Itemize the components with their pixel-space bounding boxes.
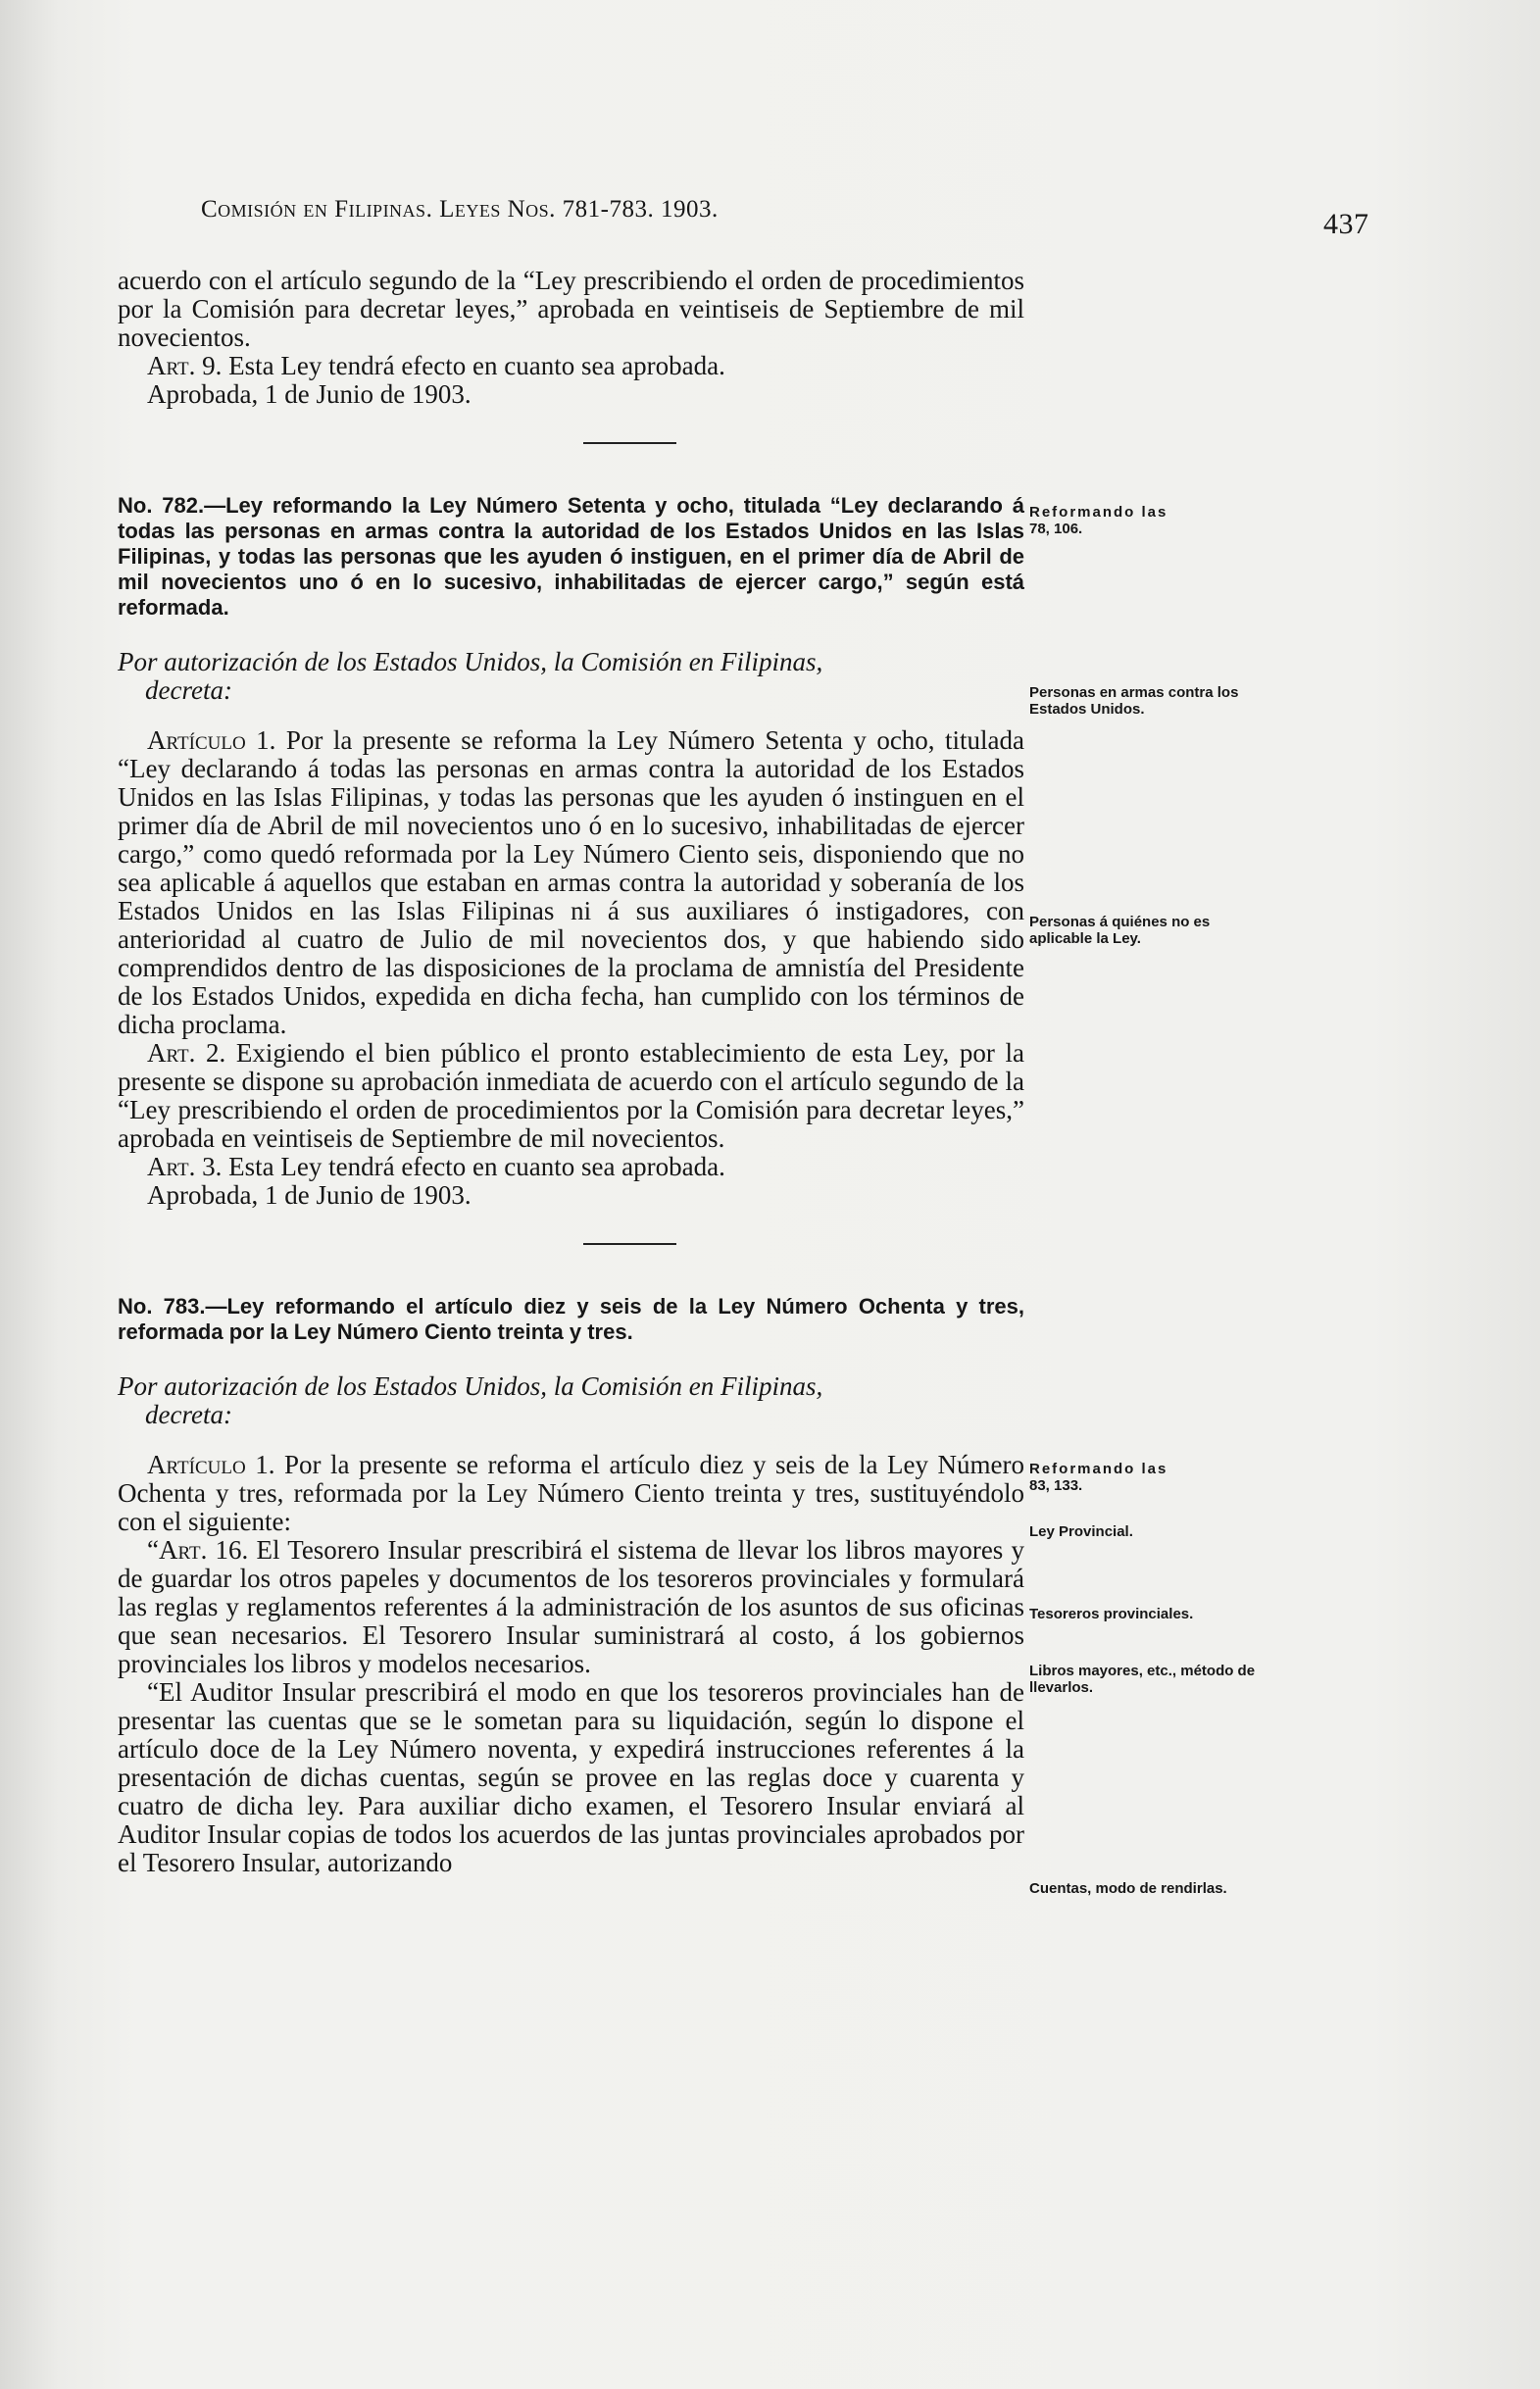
law-783-article-16 [118, 1536, 1024, 1678]
article-label: Art. 2. [147, 1038, 226, 1068]
law-783-article-1 [118, 1451, 1024, 1536]
page-number: 437 [1323, 208, 1369, 240]
article-label: “Art. 16. [147, 1535, 249, 1565]
margin-note-personas-aplicable: Personas á quiénes no es aplicable la Ley. [1029, 914, 1211, 947]
margin-note-text: Reformando las [1029, 504, 1168, 521]
enacting-line: Por autorización de los Estados Unidos, la Comisión en Filipinas, [118, 1371, 823, 1401]
running-header [201, 196, 1369, 240]
article-text: Exigiendo el bien público el pronto establecimiento de esta Ley, por la presente se dispone su aprobación inmediata de acuerdo con el artículo segundo de la “Ley prescribiendo el orden de procedimientos por la Comisión para decretar leyes,” aprobada en veintiseis de Septiembre de mil novecientos. [118, 1038, 1024, 1153]
margin-note-ref: 83, 133. [1029, 1477, 1083, 1494]
law-783-title: No. 783.—Ley reformando el artículo diez y seis de la Ley Número Ochenta y tres, reformada por la Ley Número Ciento treinta y tres. [118, 1294, 1024, 1344]
margin-note-tesoreros: Tesoreros provinciales. [1029, 1606, 1194, 1622]
article-text: Por la presente se reforma la Ley Número Setenta y ocho, titulada “Ley declarando á todas las personas en armas contra la autoridad de los Estados Unidos en las Islas Filipinas, y todas las personas que les ayuden ó instinguen en el primer día de Abril de mil novecientos uno ó en lo sucesivo, inhabilitadas de ejercer cargo,” como quedó reformada por la Ley Número Ciento seis, disponiendo que no sea aplicable á aquellos que estaban en armas contra la autoridad y soberanía de los Estados Unidos en las Islas Filipinas ni á sus auxiliares ó instigadores, con anterioridad al cuatro de Julio de mil novecientos dos, y que habiendo sido comprendidos dentro de las disposiciones de la proclama de amnistía del Presidente de los Estados Unidos, expedida en dicha fecha, han cumplido con los términos de dicha proclama. [118, 725, 1024, 1039]
margin-note-reformando-782 [1029, 504, 1250, 537]
margin-note-text: Reformando las [1029, 1461, 1168, 1477]
margin-note-ley-provincial: Ley Provincial. [1029, 1523, 1133, 1540]
article-text: Por la presente se reforma el artículo diez y seis de la Ley Número Ochenta y tres, reformada por la Ley Número Ciento treinta y tres, sustituyéndolo con el siguiente: [118, 1450, 1025, 1536]
running-title: Comisión en Filipinas. Leyes Nos. 781-783. 1903. [201, 196, 719, 223]
article-text: Esta Ley tendrá efecto en cuanto sea aprobada. [228, 351, 725, 380]
law-783-auditor-paragraph: “El Auditor Insular prescribirá el modo en que los tesoreros provinciales han de presentar las cuentas que se le sometan para su liquidación, según lo dispone el artículo doce de la Ley Número noventa, y expedirá instrucciones referentes á la presentación de dichas cuentas, según se provee en las reglas doce y cuarenta y cuatro de dicha ley. Para auxiliar dicho examen, el Tesorero Insular enviará al Auditor Insular copias de todos los acuerdos de las juntas provinciales aprobados por el Tesorero Insular, autorizando [118, 1677, 1024, 1877]
margin-note-personas-armas: Personas en armas contra los Estados Unidos. [1029, 684, 1239, 718]
margin-note-libros-mayores: Libros mayores, etc., método de llevarlos. [1029, 1663, 1256, 1696]
law-782-article-3 [118, 1153, 1024, 1181]
enacting-line: Por autorización de los Estados Unidos, la Comisión en Filipinas, [118, 647, 823, 676]
article-label: Art. 9. [147, 351, 223, 380]
law-782-title: No. 782.—Ley reformando la Ley Número Setenta y ocho, titulada “Ley declarando á todas las personas en armas contra la autoridad de los Estados Unidos en las Islas Filipinas, y todas las personas que les ayuden ó instiguen, en el primer día de Abril de mil novecientos uno ó en lo sucesivo, inhabilitadas de ejercer cargo,” según está reformada. [118, 493, 1024, 620]
law-782-approval: Aprobada, 1 de Junio de 1903. [147, 1180, 472, 1210]
article-text: El Tesorero Insular prescribirá el sistema de llevar los libros mayores y de guardar los otros papeles y documentos de los tesoreros provinciales y formulará las reglas y reglamentos referentes á la administración de los asuntos de sus oficinas que sean necesarios. El Tesorero Insular suministrará al costo, á los gobiernos provinciales los libros y modelos necesarios. [118, 1535, 1024, 1678]
margin-note-reformando-783 [1029, 1461, 1250, 1494]
article-label: Artículo 1. [147, 725, 276, 755]
law-782-enacting-clause [118, 648, 1024, 705]
enacting-decreta: decreta: [145, 675, 232, 705]
margin-note-cuentas: Cuentas, modo de rendirlas. [1029, 1880, 1227, 1897]
previous-law-continuation: acuerdo con el artículo segundo de la “Ley prescribiendo el orden de procedimientos por la Comisión para decretar leyes,” aprobada en veintiseis de Septiembre de mil novecientos. [118, 266, 1024, 352]
law-783-enacting-clause [118, 1372, 1024, 1429]
margin-note-ref: 78, 106. [1029, 521, 1083, 537]
article-text: Esta Ley tendrá efecto en cuanto sea aprobada. [228, 1152, 725, 1181]
previous-law-approval: Aprobada, 1 de Junio de 1903. [147, 379, 472, 409]
previous-law-article-9 [118, 352, 1024, 380]
article-label: Artículo 1. [147, 1450, 275, 1479]
law-782-article-1 [118, 726, 1024, 1039]
enacting-decreta: decreta: [145, 1400, 232, 1429]
main-text [118, 267, 1024, 1877]
law-782-article-2 [118, 1039, 1024, 1153]
article-label: Art. 3. [147, 1152, 223, 1181]
